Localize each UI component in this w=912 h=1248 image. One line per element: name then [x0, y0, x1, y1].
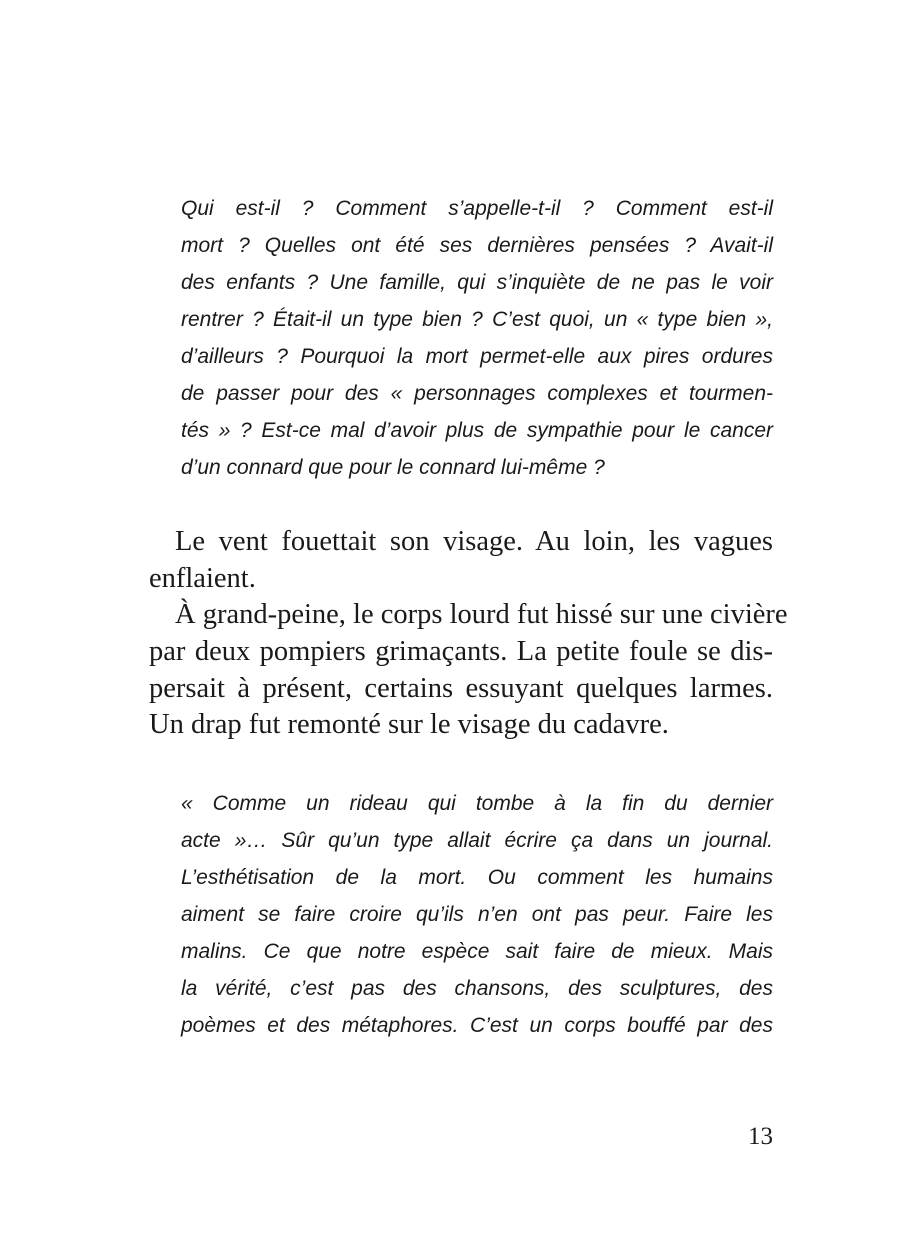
text-line: malins. Ce que notre espèce sait faire de mieux. Mais	[181, 940, 773, 963]
text-line: Le vent fouettait son visage. Au loin, les vagues	[175, 526, 773, 557]
text-line: « Comme un rideau qui tombe à la fin du dernier	[181, 792, 773, 815]
text-line: la vérité, c’est pas des chansons, des sculptures, des	[181, 977, 773, 1000]
text-line: des enfants ? Une famille, qui s’inquiète de ne pas le voir	[181, 271, 773, 294]
text-line: acte »… Sûr qu’un type allait écrire ça dans un journal.	[181, 829, 773, 852]
italic-inner-monologue-1	[181, 190, 773, 486]
text-line: Qui est-il ? Comment s’appelle-t-il ? Comment est-il	[181, 197, 773, 220]
text-line: Un drap fut remonté sur le visage du cadavre.	[149, 709, 669, 741]
page-number: 13	[748, 1123, 773, 1150]
text-line: poèmes et des métaphores. C’est un corps bouffé par des	[181, 1014, 773, 1037]
text-line: enflaient.	[149, 562, 256, 594]
italic-inner-monologue-2	[181, 785, 773, 1044]
text-line: d’ailleurs ? Pourquoi la mort permet-elle aux pires ordures	[181, 345, 773, 368]
text-line: À grand-peine, le corps lourd fut hissé sur une civière	[175, 599, 788, 631]
narrative-paragraphs	[149, 524, 788, 744]
text-line: aiment se faire croire qu’ils n’en ont pas peur. Faire les	[181, 903, 773, 926]
text-line: par deux pompiers grimaçants. La petite foule se dis-	[149, 636, 773, 668]
text-line: L’esthétisation de la mort. Ou comment les humains	[181, 866, 773, 889]
text-line: de passer pour des « personnages complexes et tourmen-	[181, 382, 773, 405]
text-line: rentrer ? Était-il un type bien ? C’est quoi, un « type bien »,	[181, 308, 773, 331]
text-line: d’un connard que pour le connard lui-même ?	[181, 456, 605, 479]
text-line: tés » ? Est-ce mal d’avoir plus de sympathie pour le cancer	[181, 419, 773, 442]
text-line: mort ? Quelles ont été ses dernières pensées ? Avait-il	[181, 234, 773, 257]
text-line: persait à présent, certains essuyant quelques larmes.	[149, 672, 773, 704]
